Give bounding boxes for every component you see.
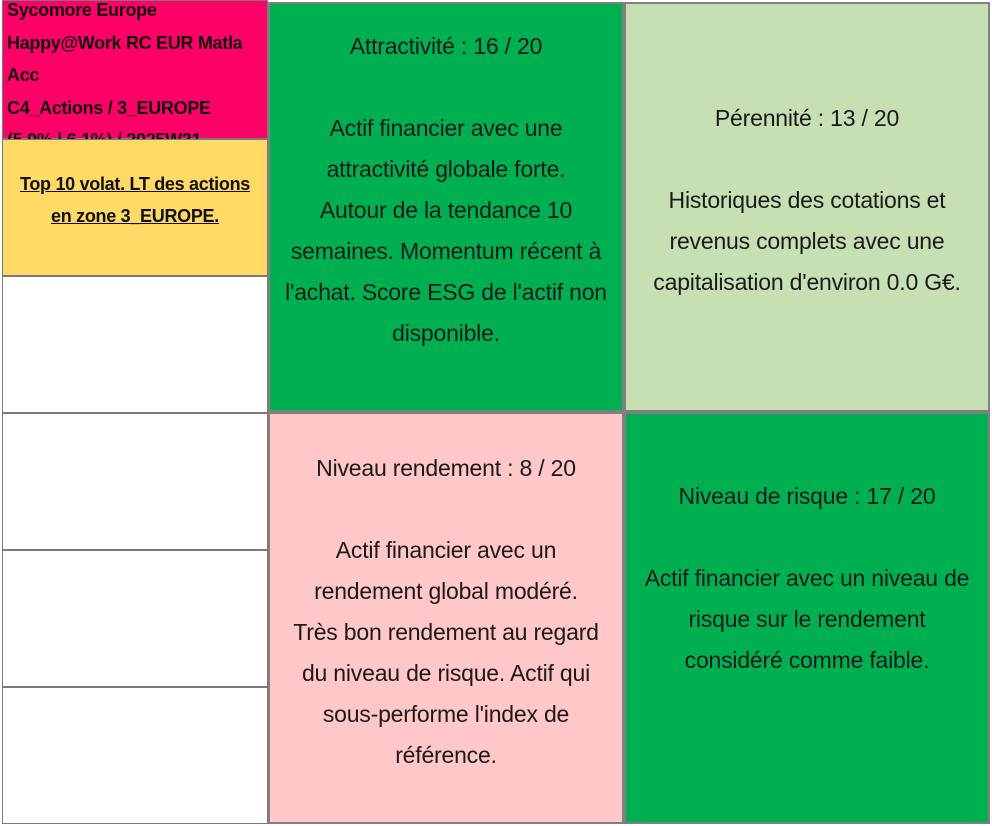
asset-title bbox=[7, 0, 263, 157]
rendement-score: Niveau rendement : 8 / 20 bbox=[316, 455, 576, 481]
asset-title-line: Acc bbox=[7, 65, 40, 85]
asset-title-line: Sycomore Europe bbox=[7, 0, 157, 20]
attractivite-description: Actif financier avec une attractivité globale forte. Autour de la tendance 10 semaines. Momentum récent à l'achat. Score ESG de l'actif non disponible. bbox=[285, 115, 607, 346]
perennite-score: Pérennité : 13 / 20 bbox=[714, 104, 900, 131]
perennite-description: Historiques des cotations et revenus complets avec une capitalisation d'environ 0.0 G€. bbox=[653, 186, 961, 295]
asset-title-line: Happy@Work RC EUR Matla bbox=[7, 32, 243, 53]
rendement-quadrant bbox=[268, 412, 624, 824]
attractivite-score: Attractivité : 16 / 20 bbox=[349, 33, 543, 59]
ranking-cell bbox=[2, 139, 268, 276]
risque-quadrant bbox=[624, 412, 990, 824]
empty-cell bbox=[2, 687, 268, 824]
empty-cell bbox=[2, 550, 268, 687]
attractivite-quadrant bbox=[268, 2, 624, 412]
rendement-description: Actif financier avec un rendement global modéré. Très bon rendement au regard du niveau de risque. Actif qui sous-performe l'index de référence. bbox=[293, 537, 599, 768]
risque-score: Niveau de risque : 17 / 20 bbox=[678, 482, 936, 509]
asset-title-cell bbox=[2, 0, 268, 139]
empty-cell bbox=[2, 413, 268, 550]
ranking-link[interactable]: Top 10 volat. LT des actions en zone 3_EUROPE. bbox=[20, 173, 250, 226]
perennite-quadrant bbox=[624, 2, 990, 412]
risque-description: Actif financier avec un niveau de risque sur le rendement considéré comme faible. bbox=[644, 564, 970, 673]
asset-title-line: C4_Actions / 3_EUROPE bbox=[7, 97, 211, 118]
empty-cell bbox=[2, 276, 268, 413]
